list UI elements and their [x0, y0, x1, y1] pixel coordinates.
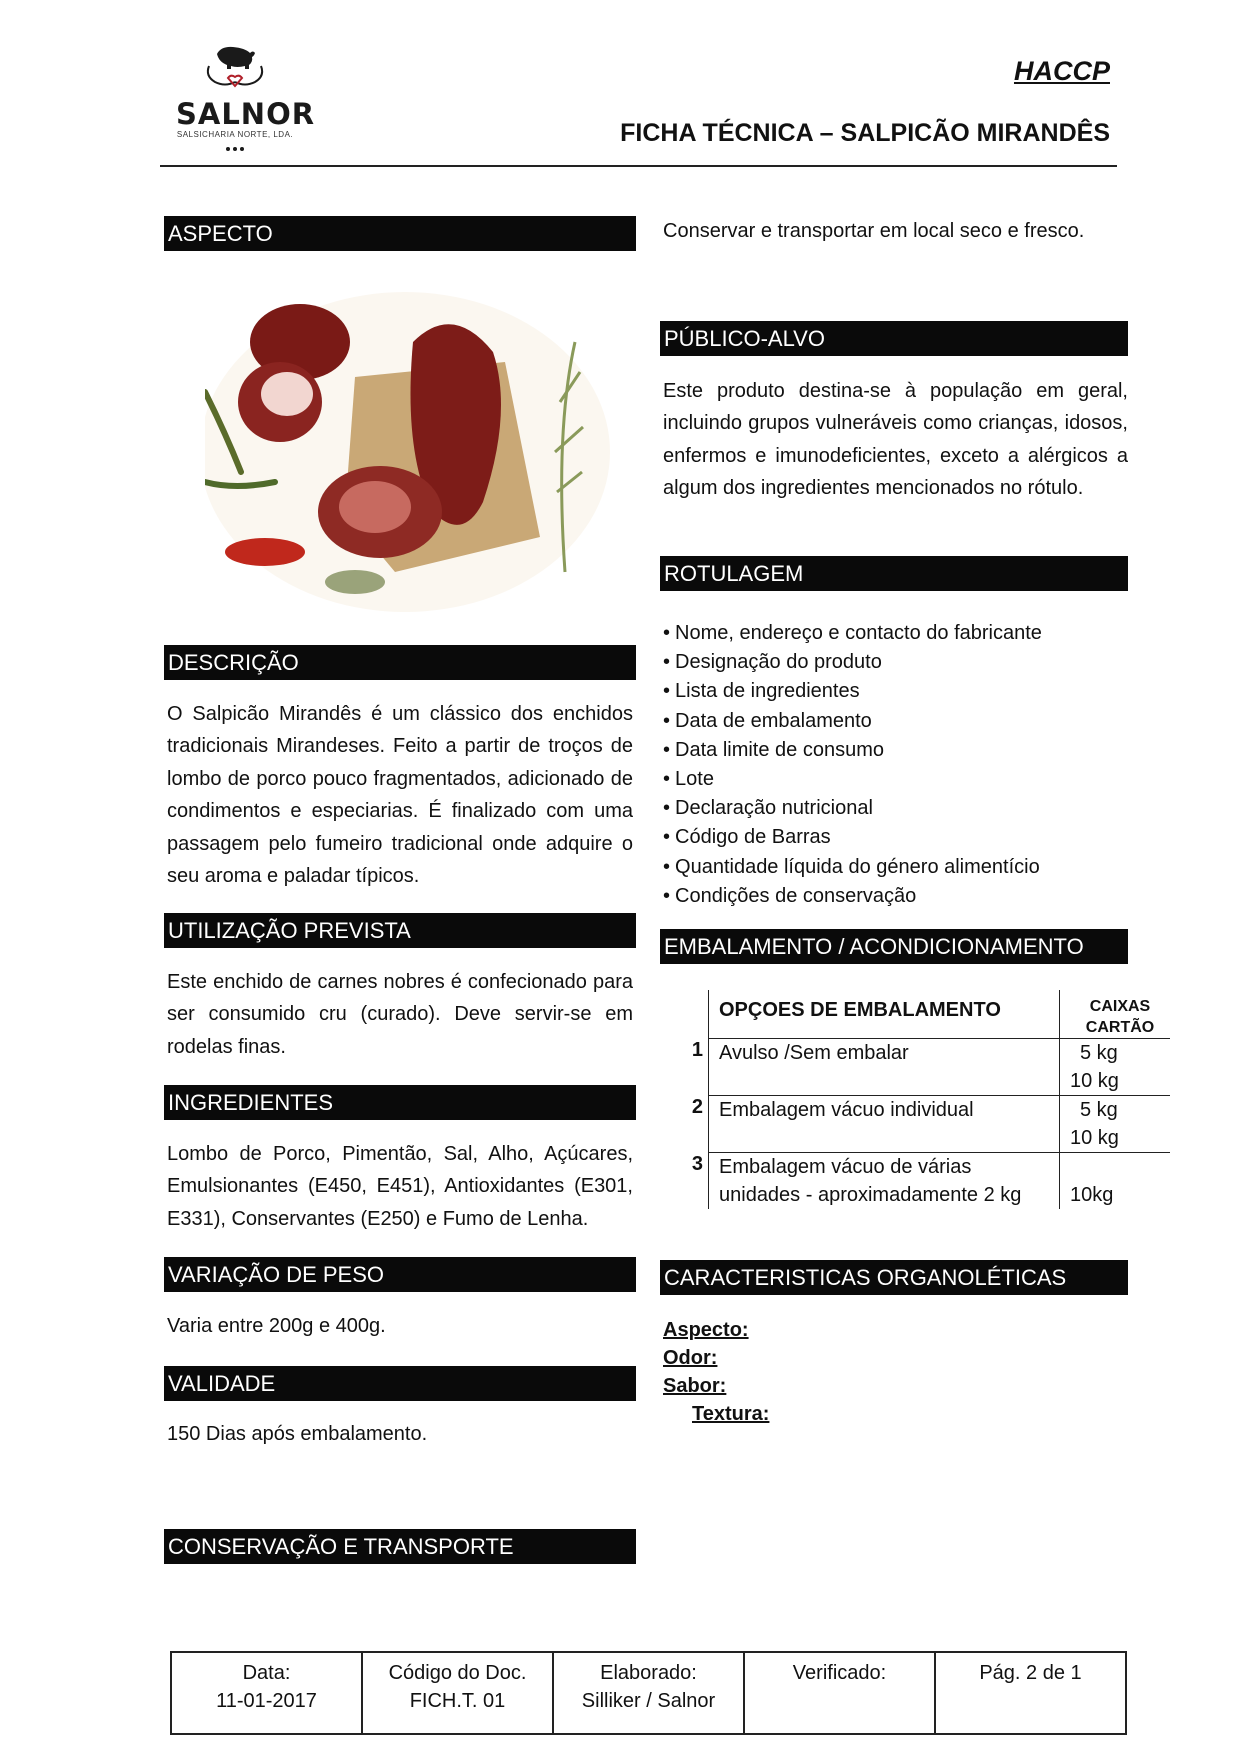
logo-subtitle: SALSICHARIA NORTE, LDA. [176, 130, 294, 139]
list-item: • Data de embalamento [663, 707, 1042, 736]
company-logo [176, 40, 316, 152]
list-item: • Lista de ingredientes [663, 677, 1042, 706]
section-heading-embalamento: EMBALAMENTO / ACONDICIONAMENTO [660, 929, 1128, 964]
list-item: • Data limite de consumo [663, 736, 1042, 765]
section-heading-publico: PÚBLICO-ALVO [660, 321, 1128, 356]
section-heading-aspecto: ASPECTO [164, 216, 636, 251]
hearts-icon [224, 146, 246, 152]
organoleptic-aspecto: Aspecto: [663, 1319, 749, 1341]
column-header-boxes: CAIXAS CARTÃO [1060, 990, 1171, 1039]
publico-text: Este produto destina-se à população em geral, incluindo grupos vulneráveis como crianças, idosos, enfermos e imunodeficientes, exceto a alérgicos a algum dos ingredientes mencionados no rótulo. [663, 380, 1128, 500]
descricao-text: O Salpicão Mirandês é um clássico dos enchidos tradicionais Mirandeses. Feito a partir de troços de lombo de porco pouco fragmentados, adicionado de condimentos e especiarias. É finalizado com uma passagem pelo fumeiro tradicional onde adquire o seu aroma e paladar típicos. [167, 703, 633, 888]
conservacao-text: Conservar e transportar em local seco e fresco. [663, 220, 1085, 242]
packaging-table [673, 990, 1170, 1209]
header-divider [160, 165, 1117, 167]
list-item: • Lote [663, 765, 1042, 794]
product-photo [205, 282, 615, 612]
table-row: 3 Embalagem vácuo de várias unidades - aproximadamente 2 kg 10kg [673, 1153, 1170, 1210]
section-heading-conservacao: CONSERVAÇÃO E TRANSPORTE [164, 1529, 636, 1564]
peso-text: Varia entre 200g e 400g. [167, 1315, 386, 1337]
list-item: • Condições de conservação [663, 882, 1042, 911]
list-item: • Código de Barras [663, 823, 1042, 852]
section-heading-descricao: DESCRIÇÃO [164, 645, 636, 680]
organoleptic-textura: Textura: [692, 1403, 770, 1425]
organoleptic-sabor: Sabor: [663, 1375, 727, 1397]
footer-doc-code: Código do Doc. FICH.T. 01 [362, 1652, 553, 1734]
section-heading-validade: VALIDADE [164, 1366, 636, 1401]
list-item: • Quantidade líquida do género alimentício [663, 853, 1042, 882]
organoleptic-odor: Odor: [663, 1347, 718, 1369]
list-item: • Declaração nutricional [663, 794, 1042, 823]
footer-date: Data: 11-01-2017 [171, 1652, 362, 1734]
table-row: 1 Avulso /Sem embalar 5 kg 10 kg [673, 1039, 1170, 1096]
column-header-options: OPÇOES DE EMBALAMENTO [709, 990, 1060, 1039]
document-title: FICHA TÉCNICA – SALPICÃO MIRANDÊS [620, 119, 1110, 147]
validade-text: 150 Dias após embalamento. [167, 1423, 428, 1445]
footer-verified: Verificado: [744, 1652, 935, 1734]
utilizacao-text: Este enchido de carnes nobres é confecionado para ser consumido cru (curado). Deve servir-se em rodelas finas. [167, 971, 633, 1058]
document-footer [170, 1651, 1127, 1735]
ingredientes-text: Lombo de Porco, Pimentão, Sal, Alho, Açúcares, Emulsionantes (E450, E451), Antioxidantes (E301, E331), Conservantes (E250) e Fumo de Lenha. [167, 1143, 633, 1230]
table-row: 2 Embalagem vácuo individual 5 kg 10 kg [673, 1096, 1170, 1153]
list-item: • Designação do produto [663, 648, 1042, 677]
section-heading-ingredientes: INGREDIENTES [164, 1085, 636, 1120]
logo-name: SALNOR [176, 97, 316, 131]
list-item: • Nome, endereço e contacto do fabricante [663, 619, 1042, 648]
footer-page: Pág. 2 de 1 [935, 1652, 1126, 1734]
haccp-label: HACCP [1013, 56, 1110, 86]
section-heading-rotulagem: ROTULAGEM [660, 556, 1128, 591]
pig-icon [195, 40, 275, 92]
section-heading-organolepticas: CARACTERISTICAS ORGANOLÉTICAS [660, 1260, 1128, 1295]
footer-prepared-by: Elaborado: Silliker / Salnor [553, 1652, 744, 1734]
rotulagem-list [663, 619, 1042, 911]
section-heading-utilizacao: UTILIZAÇÃO PREVISTA [164, 913, 636, 948]
section-heading-peso: VARIAÇÃO DE PESO [164, 1257, 636, 1292]
